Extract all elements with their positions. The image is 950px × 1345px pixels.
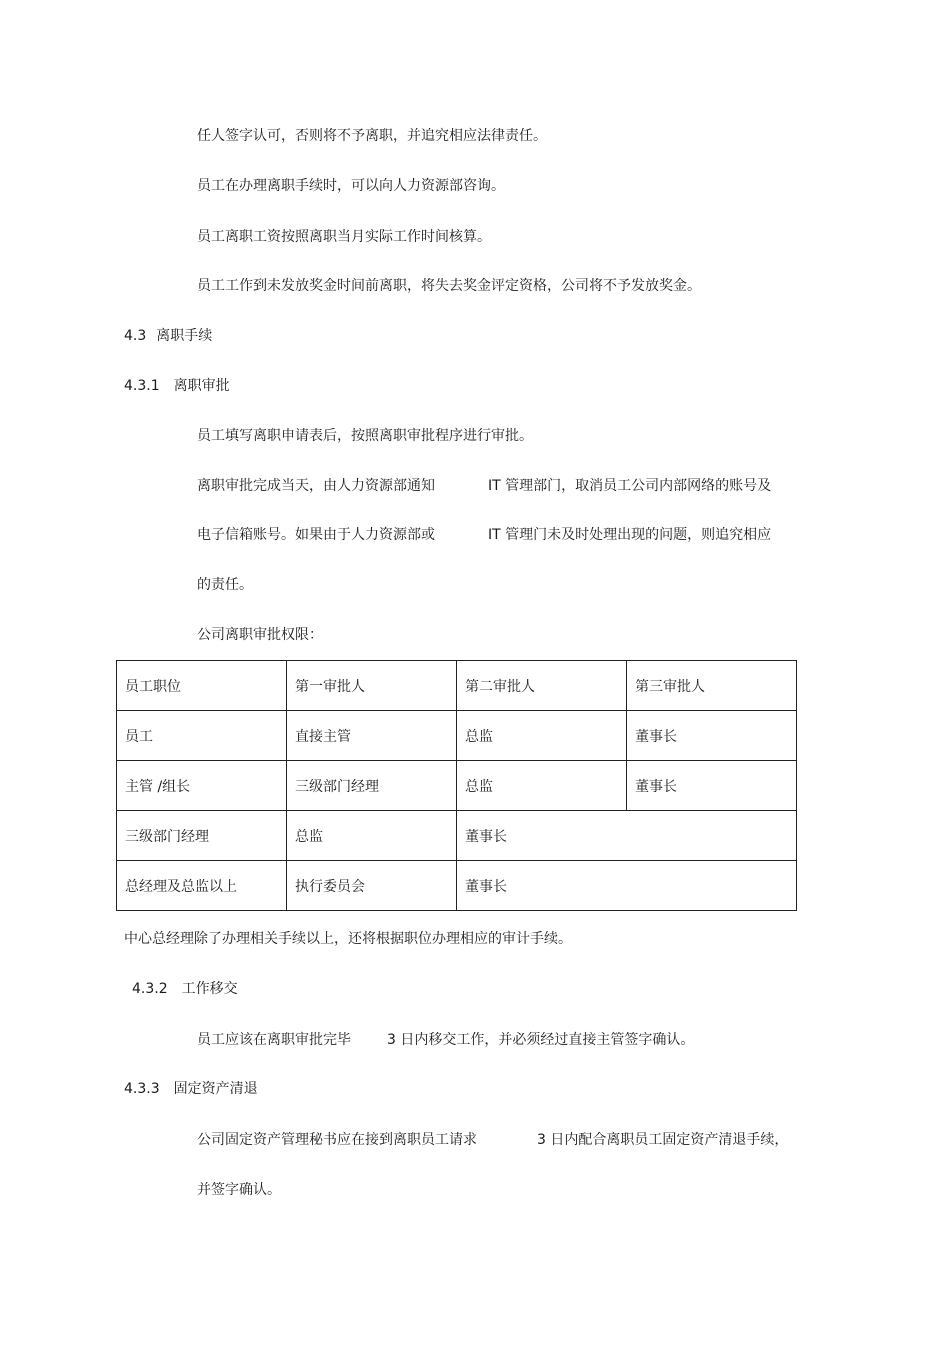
table-cell: 董事长 [457,811,797,861]
section-number: 4.3.3 [124,1081,160,1097]
approval-authority-table [116,660,797,911]
table-header-cell: 第一审批人 [287,661,457,711]
table-cell: 总监 [457,761,627,811]
table-cell: 员工 [117,711,287,761]
text-segment: 电子信箱账号。如果由于人力资源部或 [197,527,435,543]
paragraph: 任人签字认可，否则将不予离职，并追究相应法律责任。 [197,128,547,144]
text-segment: 3 日内配合离职员工固定资产清退手续， [537,1132,789,1148]
text-segment: 公司固定资产管理秘书应在接到离职员工请求 [197,1132,477,1148]
table-cell: 总监 [457,711,627,761]
section-number: 4.3.2 [132,981,168,997]
table-cell: 总经理及总监以上 [117,861,287,911]
table-header-cell: 第三审批人 [627,661,797,711]
section-heading-4-3-3 [124,1079,258,1099]
table-row [117,861,797,911]
table-cell: 总监 [287,811,457,861]
table-header-cell: 第二审批人 [457,661,627,711]
section-title: 固定资产清退 [173,1081,258,1097]
section-title: 工作移交 [181,981,238,997]
section-title: 离职手续 [156,328,213,344]
paragraph [197,1030,351,1050]
paragraph [197,525,435,545]
table-cell: 主管 /组长 [117,761,287,811]
section-heading-4-3 [124,326,212,346]
paragraph: 员工在办理离职手续时，可以向人力资源部咨询。 [197,178,505,194]
section-heading-4-3-1 [124,376,230,396]
table-cell: 三级部门经理 [117,811,287,861]
paragraph: 员工离职工资按照离职当月实际工作时间核算。 [197,229,491,245]
table-cell: 直接主管 [287,711,457,761]
table-row [117,811,797,861]
paragraph: 员工工作到未发放奖金时间前离职，将失去奖金评定资格，公司将不予发放奖金。 [197,278,701,294]
paragraph: 的责任。 [197,577,253,593]
paragraph: 员工填写离职申请表后，按照离职审批程序进行审批。 [197,428,533,444]
paragraph: 中心总经理除了办理相关手续以上，还将根据职位办理相应的审计手续。 [124,931,572,947]
section-number: 4.3 [124,328,147,344]
table-header-cell: 员工职位 [117,661,287,711]
table-header-row [117,661,797,711]
section-number: 4.3.1 [124,378,160,394]
text-segment: 离职审批完成当天，由人力资源部通知 [197,478,435,494]
table-row [117,761,797,811]
paragraph [197,1130,477,1150]
table-cell: 董事长 [627,761,797,811]
table-cell: 董事长 [457,861,797,911]
text-segment: IT 管理部门，取消员工公司内部网络的账号及 [488,478,772,494]
text-segment: IT 管理门未及时处理出现的问题，则追究相应 [488,527,772,543]
text-segment: 员工应该在离职审批完毕 [197,1032,351,1048]
text-segment: 3 日内移交工作，并必须经过直接主管签字确认。 [387,1032,695,1048]
paragraph: 并签字确认。 [197,1182,281,1198]
table-row [117,711,797,761]
table-cell: 董事长 [627,711,797,761]
table-cell: 三级部门经理 [287,761,457,811]
section-title: 离职审批 [173,378,230,394]
paragraph [197,476,435,496]
paragraph: 公司离职审批权限： [197,627,323,643]
section-heading-4-3-2 [132,979,238,999]
table-cell: 执行委员会 [287,861,457,911]
